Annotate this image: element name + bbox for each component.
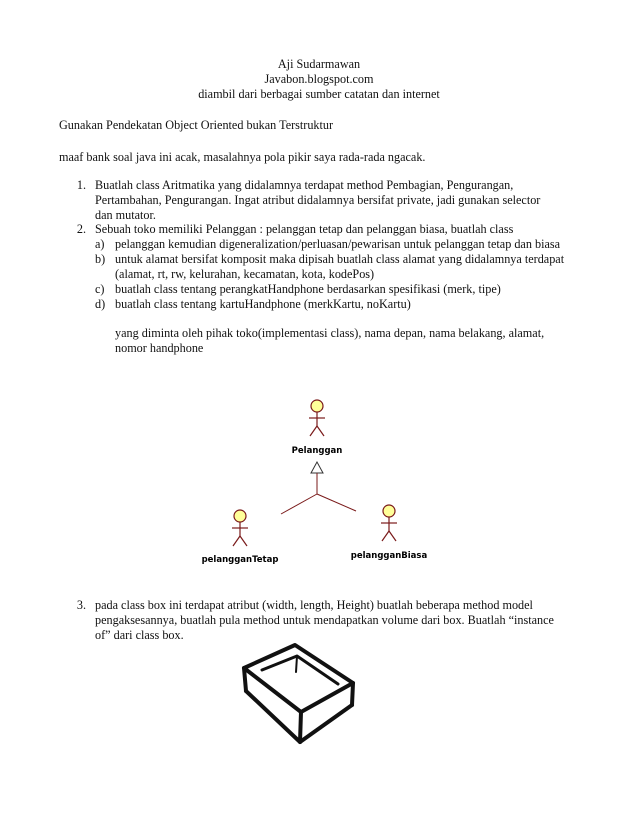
item-text: buatlah class tentang kartuHandphone (merkKartu, noKartu) — [115, 297, 411, 311]
blog-url: Javabon.blogspot.com — [264, 72, 374, 86]
item-marker: a) — [95, 237, 105, 251]
question-line: pengaksesannya, buatlah pula method untuk mendapatkan volume dari box. Buatlah “instance — [95, 613, 554, 627]
author-name: Aji Sudarmawan — [277, 57, 361, 71]
actor-pelanggan-icon — [309, 400, 325, 436]
box-wireframe-image — [244, 645, 353, 742]
item-text: untuk alamat bersifat komposit maka dipisah buatlah class alamat yang didalamnya terdapat — [115, 252, 565, 266]
question-number: 1. — [76, 178, 86, 192]
question-line: pada class box ini terdapat atribut (width, length, Height) buatlah beberapa method model — [95, 598, 533, 612]
generalization-arrow-icon — [311, 462, 323, 473]
source-note: diambil dari berbagai sumber catatan dan internet — [198, 87, 440, 101]
question-line: dan mutator. — [95, 208, 156, 222]
actor-pelanggan-tetap-label: pelangganTetap — [201, 555, 279, 565]
item-marker: c) — [95, 282, 105, 296]
item-text: (alamat, rt, rw, kelurahan, kecamatan, kota, kodePos) — [115, 267, 375, 281]
item-marker: b) — [95, 252, 106, 266]
approach-statement: Gunakan Pendekatan Object Oriented bukan Terstruktur — [59, 118, 334, 132]
item-text: pelanggan kemudian digeneralization/perluasan/pewarisan untuk pelanggan tetap dan biasa — [115, 237, 561, 251]
question-line: Pertambahan, Pengurangan. Ingat atribut didalamnya bersifat private, jadi gunakan selector — [95, 193, 541, 207]
question-intro: Sebuah toko memiliki Pelanggan : pelanggan tetap dan pelanggan biasa, buatlah class — [95, 222, 514, 236]
generalization-lines — [281, 473, 356, 514]
actor-pelanggan-biasa-icon — [381, 505, 397, 541]
item-marker: d) — [95, 297, 106, 311]
actor-pelanggan-tetap-icon — [232, 510, 248, 546]
item-text: buatlah class tentang perangkatHandphone berdasarkan spesifikasi (merk, tipe) — [115, 282, 501, 296]
question-number: 2. — [76, 222, 86, 236]
question-line: of” dari class box. — [95, 628, 184, 642]
apology-statement: maaf bank soal java ini acak, masalahnya pola pikir saya rada-rada ngacak. — [59, 150, 426, 164]
question-line: Buatlah class Aritmatika yang didalamnya terdapat method Pembagian, Pengurangan, — [95, 178, 514, 192]
actor-pelanggan-label: Pelanggan — [291, 446, 343, 456]
actor-pelanggan-biasa-label: pelangganBiasa — [350, 551, 428, 561]
question-number: 3. — [76, 598, 86, 612]
note-line: nomor handphone — [115, 341, 204, 355]
note-line: yang diminta oleh pihak toko(implementasi class), nama depan, nama belakang, alamat, — [115, 326, 545, 340]
